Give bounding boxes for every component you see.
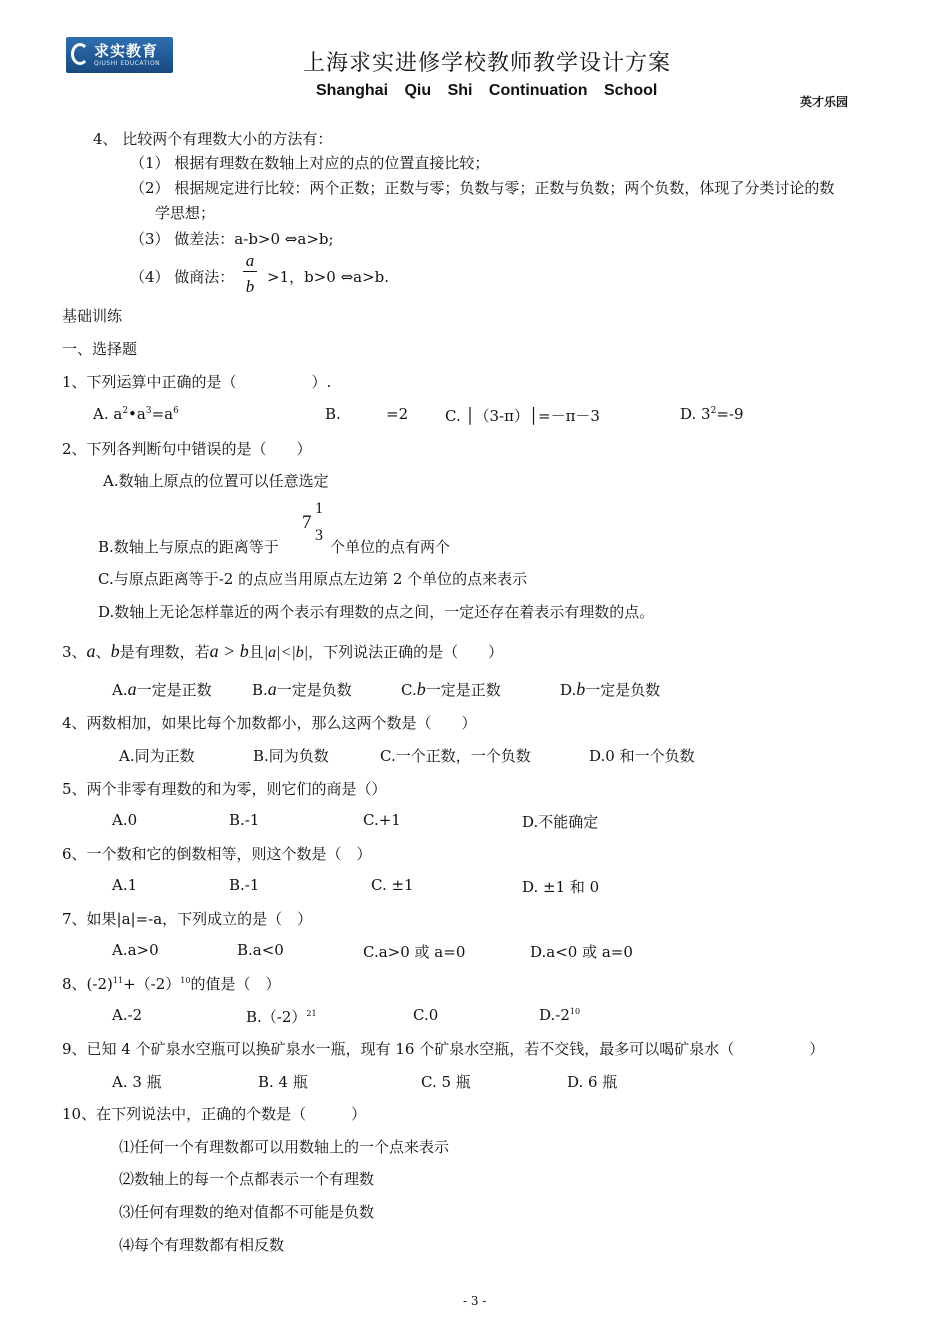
q8-option-c: C.0 (413, 1006, 439, 1024)
q1-option-d (680, 405, 744, 423)
method-3: （3） 做差法：a-b>0 ⇔a>b; (130, 230, 334, 248)
method-4-prefix: （4） 做商法： (130, 268, 235, 286)
method-1: （1） 根据有理数在数轴上对应的点的位置直接比较； (130, 154, 490, 172)
q10-item-2: ⑵数轴上的每一个点都表示一个有理数 (119, 1170, 375, 1188)
q3-text-1: 3、 (62, 643, 87, 661)
q2-option-b-prefix: B.数轴上与原点的距离等于 (98, 538, 279, 556)
q3-condition-2: |a|<|b| (263, 644, 309, 661)
q6-option-c: C. ±1 (371, 876, 414, 894)
q3-b-text: 一定是负数 (276, 681, 352, 699)
q2-option-b-suffix: 个单位的点有两个 (330, 538, 451, 556)
q2-option-c: C.与原点距离等于-2 的点应当用原点左边第 2 个单位的点来表示 (98, 570, 528, 588)
q3-option-c (401, 679, 501, 700)
q6-option-a: A.1 (112, 876, 138, 894)
q2-option-d: D.数轴上无论怎样靠近的两个表示有理数的点之间，一定还存在着表示有理数的点。 (98, 603, 655, 621)
q9-option-d: D. 6 瓶 (567, 1073, 618, 1091)
q3-a-label: A. (112, 681, 128, 699)
school-logo (66, 37, 173, 73)
q6-option-b: B.-1 (229, 876, 260, 894)
q3-text-4: ，下列说法正确的是（ ） (308, 643, 504, 661)
q3-c-label: C. (401, 681, 417, 699)
q8-d-exp: 10 (569, 1007, 581, 1016)
q3-a-text: 一定是正数 (136, 681, 212, 699)
page-number: - 3 - (463, 1294, 487, 1308)
section-training: 基础训练 (62, 307, 123, 325)
q1-a-eq: =a (151, 405, 174, 423)
motto: 英才乐园 (800, 95, 849, 109)
q2-b-numerator: 1 (315, 500, 323, 517)
q3-option-d (560, 679, 660, 700)
q3-a-var: a (127, 679, 137, 699)
q1-option-a (93, 405, 179, 423)
q7-stem: 7、如果|a|=-a，下列成立的是（ ） (62, 910, 313, 928)
page-title: 上海求实进修学校教师教学设计方案 (303, 51, 672, 76)
q3-option-a (112, 679, 212, 700)
q3-b-label: B. (252, 681, 268, 699)
q4-stem: 4、两数相加，如果比每个加数都小，那么这两个数是（ ） (62, 714, 477, 732)
q4-option-a: A.同为正数 (119, 747, 195, 765)
q5-option-d: D.不能确定 (522, 813, 599, 831)
q8-b-text: B.（-2） (246, 1008, 307, 1026)
q4-option-c: C.一个正数，一个负数 (380, 747, 531, 765)
q3-d-var: b (576, 679, 586, 699)
q5-option-a: A.0 (112, 811, 138, 829)
q8-text-2: +（-2） (123, 975, 181, 993)
q1-a-exp2: 3 (145, 406, 152, 416)
q3-d-label: D. (560, 681, 577, 699)
q3-d-text: 一定是负数 (585, 681, 661, 699)
q6-option-d: D. ±1 和 0 (522, 878, 600, 896)
q10-item-3: ⑶任何有理数的绝对值都不可能是负数 (119, 1203, 375, 1221)
q7-option-a: A.a>0 (112, 941, 159, 959)
q8-stem (62, 973, 280, 994)
q8-exp-2: 10 (180, 976, 191, 985)
method-2-cont: 学思想； (155, 204, 216, 222)
q9-option-b: B. 4 瓶 (258, 1073, 308, 1091)
q5-option-b: B.-1 (229, 811, 260, 829)
q1-a-mid: •a (128, 405, 146, 423)
q1-a-exp3: 6 (173, 406, 179, 416)
q1-stem: 1、下列运算中正确的是（ ）. (62, 373, 332, 391)
q1-option-c: C. │（3-π）│=－π－3 (445, 407, 600, 425)
q8-exp-1: 11 (112, 976, 124, 985)
q1-d-text: D. 3 (680, 405, 711, 423)
q1-a-text: A. a (93, 405, 123, 423)
q9-stem: 9、已知 4 个矿泉水空瓶可以换矿泉水一瓶，现有 16 个矿泉水空瓶，若不交钱，最多可以喝矿泉水（ ） (62, 1040, 825, 1058)
q3-text-2: 是有理数，若 (119, 643, 210, 661)
logo-subtext: QIUSHI EDUCATION (94, 60, 161, 67)
q7-option-d: D.a<0 或 a=0 (530, 943, 633, 961)
q1-a-exp1: 2 (122, 406, 129, 416)
q8-b-exp: 21 (306, 1009, 317, 1018)
q1-d-exp: 2 (710, 406, 717, 416)
q3-c-text: 一定是正数 (425, 681, 501, 699)
q8-option-d (539, 1006, 580, 1024)
q8-text-1: 8、(-2) (62, 975, 113, 993)
q10-item-4: ⑷每个有理数都有相反数 (119, 1236, 285, 1254)
q3-var-b: b (110, 641, 120, 661)
logo-swirl-icon (71, 43, 89, 65)
q8-d-text: D.-2 (539, 1006, 570, 1024)
method-4-suffix: >1，b>0 ⇔a>b. (267, 268, 390, 286)
q1-option-b-value: =2 (386, 405, 409, 423)
q1-option-b: B. (325, 405, 341, 423)
q4-option-d: D.0 和一个负数 (589, 747, 695, 765)
q3-text-3: 且 (248, 643, 264, 661)
q2-b-denominator: 3 (315, 527, 323, 544)
q5-stem: 5、两个非零有理数的和为零，则它们的商是（） (62, 780, 387, 798)
q3-sep: 、 (95, 643, 111, 661)
method-4-numerator: a (245, 251, 255, 270)
q2-b-whole: 7 (302, 512, 312, 533)
q3-condition-1: a > b (209, 641, 249, 661)
method-2: （2） 根据规定进行比较：两个正数；正数与零；负数与零；正数与负数；两个负数，体现了分类讨论的数 (130, 179, 835, 197)
page-subtitle: Shanghai Qiu Shi Continuation School (316, 82, 658, 99)
q6-stem: 6、一个数和它的倒数相等，则这个数是（ ） (62, 845, 372, 863)
q5-option-c: C.+1 (363, 811, 401, 829)
q2-option-a: A.数轴上原点的位置可以任意选定 (103, 472, 329, 490)
q10-stem: 10、在下列说法中，正确的个数是（ ） (62, 1105, 367, 1123)
q3-stem (62, 641, 503, 662)
q9-option-a: A. 3 瓶 (112, 1073, 162, 1091)
q7-option-c: C.a>0 或 a=0 (363, 943, 466, 961)
fraction-bar (243, 271, 257, 272)
q3-option-b (252, 679, 352, 700)
q2-stem: 2、下列各判断句中错误的是（ ） (62, 440, 312, 458)
q3-c-var: b (416, 679, 426, 699)
q9-option-c: C. 5 瓶 (421, 1073, 471, 1091)
method-4-denominator: b (245, 277, 255, 296)
q3-b-var: a (267, 679, 277, 699)
q8-text-3: 的值是（ ） (190, 975, 281, 993)
logo-text: 求实教育 (94, 42, 159, 60)
q10-item-1: ⑴任何一个有理数都可以用数轴上的一个点来表示 (119, 1138, 450, 1156)
q8-option-b (246, 1006, 317, 1027)
q1-d-post: =-9 (716, 405, 744, 423)
q3-var-a: a (86, 641, 96, 661)
q4-option-b: B.同为负数 (253, 747, 329, 765)
q8-option-a: A.-2 (112, 1006, 143, 1024)
section-choice: 一、选择题 (62, 340, 138, 358)
q7-option-b: B.a<0 (237, 941, 284, 959)
methods-heading: 4、 比较两个有理数大小的方法有： (93, 130, 333, 148)
